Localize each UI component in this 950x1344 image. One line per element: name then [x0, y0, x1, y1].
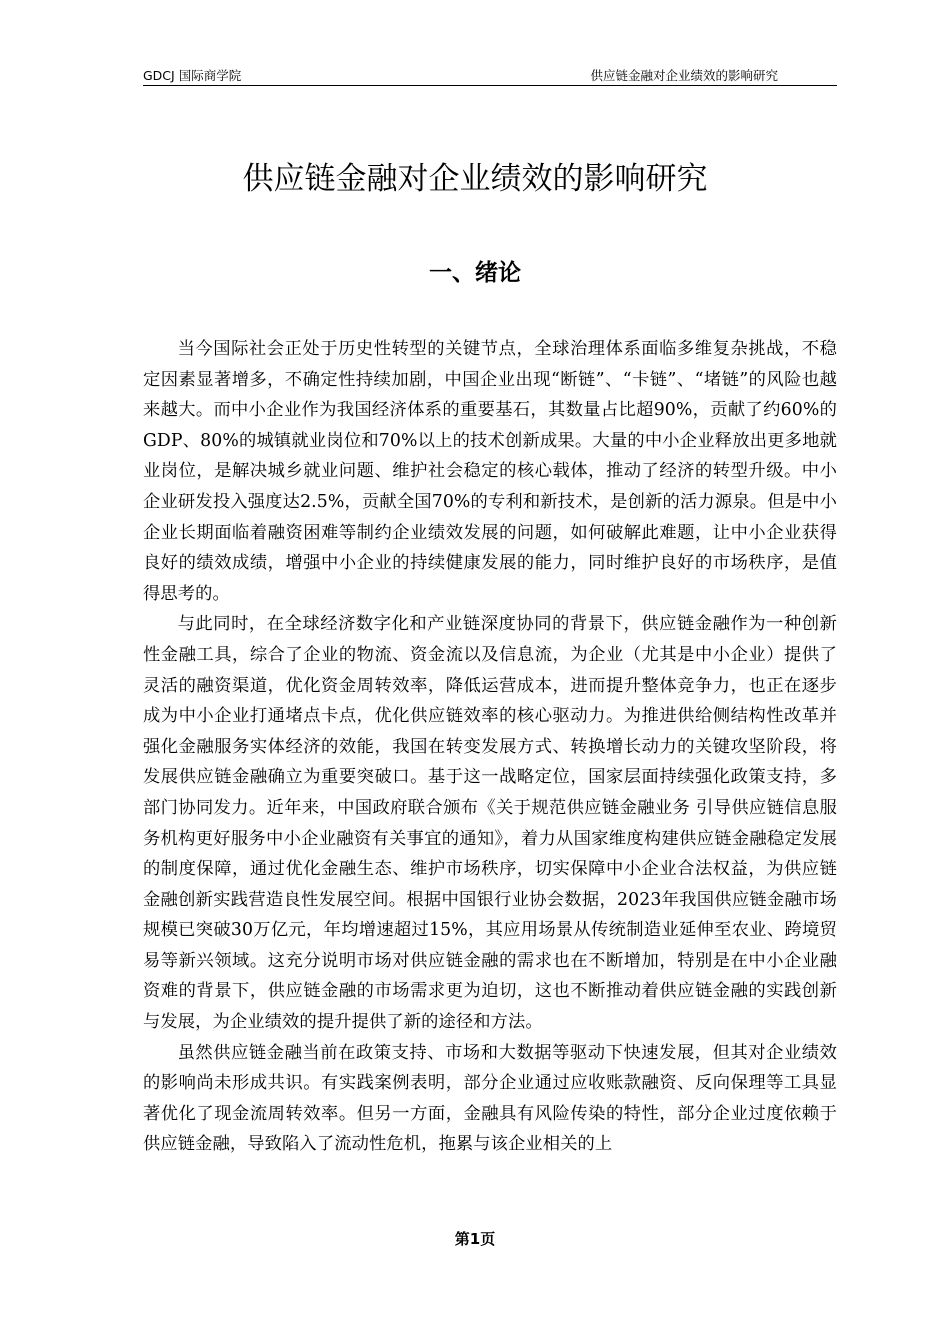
header-doc-title: 供应链金融对企业绩效的影响研究	[590, 68, 778, 83]
page-number: 第1页	[454, 1230, 496, 1248]
paragraph-1: 当今国际社会正处于历史性转型的关键节点，全球治理体系面临多维复杂挑战，不稳定因素显著增多，不确定性持续加剧，中国企业出现“断链”、“卡链”、“堵链”的风险也越来越大。而中小企业作为我国经济体系的重要基石，其数量占比超90%，贡献了约60%的GDP、80%的城镇就业岗位和70%以上的技术创新成果。大量的中小企业释放出更多地就业岗位，是解决城乡就业问题、维护社会稳定的核心载体，推动了经济的转型升级。中小企业研发投入强度达2.5%，贡献全国70%的专利和新技术，是创新的活力源泉。但是中小企业长期面临着融资困难等制约企业绩效发展的问题，如何破解此难题，让中小企业获得良好的绩效成绩，增强中小企业的持续健康发展的能力，同时维护良好的市场秩序，是值得思考的。	[143, 339, 837, 604]
body-text	[143, 334, 837, 1160]
running-header	[143, 67, 837, 86]
document-title: 供应链金融对企业绩效的影响研究	[242, 161, 708, 197]
paragraph-2: 与此同时，在全球经济数字化和产业链深度协同的背景下，供应链金融作为一种创新性金融工具，综合了企业的物流、资金流以及信息流，为企业（尤其是中小企业）提供了灵活的融资渠道，优化资金周转效率，降低运营成本，进而提升整体竞争力，也正在逐步成为中小企业打通堵点卡点，优化供应链效率的核心驱动力。为推进供给侧结构性改革并强化金融服务实体经济的效能，我国在转变发展方式、转换增长动力的关键攻坚阶段，将发展供应链金融确立为重要突破口。基于这一战略定位，国家层面持续强化政策支持，多部门协同发力。近年来，中国政府联合颁布《关于规范供应链金融业务 引导供应链信息服务机构更好服务中小企业融资有关事宜的通知》，着力从国家维度构建供应链金融稳定发展的制度保障，通过优化金融生态、维护市场秩序，切实保障中小企业合法权益，为供应链金融创新实践营造良性发展空间。根据中国银行业协会数据，2023年我国供应链金融市场规模已突破30万亿元，年均增速超过15%，其应用场景从传统制造业延伸至农业、跨境贸易等新兴领域。这充分说明市场对供应链金融的需求也在不断增加，特别是在中小企业融资难的背景下，供应链金融的市场需求更为迫切，这也不断推动着供应链金融的实践创新与发展，为企业绩效的提升提供了新的途径和方法。	[143, 614, 837, 1033]
header-institution: GDCJ 国际商学院	[143, 68, 242, 83]
section-heading: 一、绪论	[429, 260, 521, 286]
paragraph-3: 虽然供应链金融当前在政策支持、市场和大数据等驱动下快速发展，但其对企业绩效的影响尚未形成共识。有实践案例表明，部分企业通过应收账款融资、反向保理等工具显著优化了现金流周转效率。但另一方面，金融具有风险传染的特性，部分企业过度依赖于供应链金融，导致陷入了流动性危机，拖累与该企业相关的上	[143, 1042, 837, 1155]
